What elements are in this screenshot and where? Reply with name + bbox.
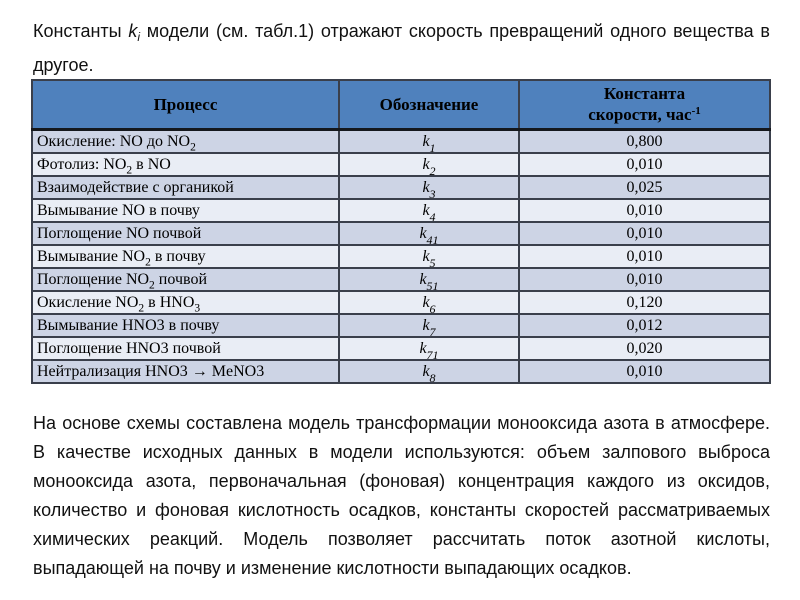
symbol-cell: $k_1$ (339, 129, 519, 153)
symbol-cell: $k_{41}$ (339, 222, 519, 245)
intro-lead: Константы (33, 21, 122, 41)
per-hour-superscript: -1 (691, 105, 701, 118)
process-cell: Поглощение $NO_2$ почвой (32, 268, 339, 291)
k-constant-subscript: i (137, 30, 141, 45)
value-cell: 0,010 (519, 199, 770, 222)
symbol-cell: $k_2$ (339, 153, 519, 176)
table-header (32, 80, 770, 129)
value-cell: 0,020 (519, 337, 770, 360)
col-header-rate-line1: Константа (603, 84, 686, 104)
symbol-cell: $k_5$ (339, 245, 519, 268)
table-row (32, 291, 770, 314)
process-cell: Окисление $NO_2$ в $HNO_3$ (32, 291, 339, 314)
intro-rest: модели (см. табл.1) отражают скорость превращений одного вещества в другое. (33, 21, 770, 76)
process-cell: Поглощение HNO3 почвой (32, 337, 339, 360)
k-constant-symbol: $k_i$ (128, 21, 141, 45)
value-cell: 0,120 (519, 291, 770, 314)
process-cell: Поглощение NO почвой (32, 222, 339, 245)
table-row (32, 199, 770, 222)
value-cell: 0,010 (519, 153, 770, 176)
table-row (32, 129, 770, 153)
symbol-cell: $k_3$ (339, 176, 519, 199)
process-cell: Вымывание HNO3 в почву (32, 314, 339, 337)
symbol-cell: $k_{51}$ (339, 268, 519, 291)
process-cell: Нейтрализация HNO3 → MeNO3 (32, 360, 339, 383)
symbol-cell: $k_7$ (339, 314, 519, 337)
table-row (32, 360, 770, 383)
symbol-cell: $k_{71}$ (339, 337, 519, 360)
process-cell: Взаимодействие с органикой (32, 176, 339, 199)
col-header-symbol: Обозначение (339, 80, 519, 129)
value-cell: 0,025 (519, 176, 770, 199)
table-row (32, 176, 770, 199)
value-cell: 0,010 (519, 360, 770, 383)
table-row (32, 268, 770, 291)
intro-paragraph (33, 17, 770, 79)
symbol-cell: $k_8$ (339, 360, 519, 383)
table-row (32, 337, 770, 360)
table-row (32, 222, 770, 245)
symbol-cell: $k_4$ (339, 199, 519, 222)
value-cell: 0,010 (519, 222, 770, 245)
rate-table-body (32, 129, 770, 383)
model-description-paragraph: На основе схемы составлена модель трансформации монооксида азота в атмосфере. В качестве исходных данных в модели используются: объем залпового выброса монооксида азота, первоначальная (фоновая) концентрация каждого из оксидов, количество и фоновая кислотность осадков, константы скоростей рассматриваемых химических реакций. Модель позволяет рассчитать поток азотной кислоты, выпадающей на почву и изменение кислотности выпадающих осадков. (33, 413, 770, 578)
rate-constants-table (31, 79, 771, 384)
table-row (32, 153, 770, 176)
col-header-process: Процесс (32, 80, 339, 129)
value-cell: 0,800 (519, 129, 770, 153)
value-cell: 0,010 (519, 245, 770, 268)
value-cell: 0,012 (519, 314, 770, 337)
process-cell: Фотолиз: $NO_2$ в NO (32, 153, 339, 176)
header-row (32, 80, 770, 129)
process-cell: Окисление: NO до $NO_2$ (32, 129, 339, 153)
process-cell: Вымывание NO в почву (32, 199, 339, 222)
col-header-rate-line2: скорости, час$^{-1}$ (588, 105, 701, 125)
table-row (32, 314, 770, 337)
table-row (32, 245, 770, 268)
col-header-rate (519, 80, 770, 129)
value-cell: 0,010 (519, 268, 770, 291)
process-cell: Вымывание $NO_2$ в почву (32, 245, 339, 268)
symbol-cell: $k_6$ (339, 291, 519, 314)
